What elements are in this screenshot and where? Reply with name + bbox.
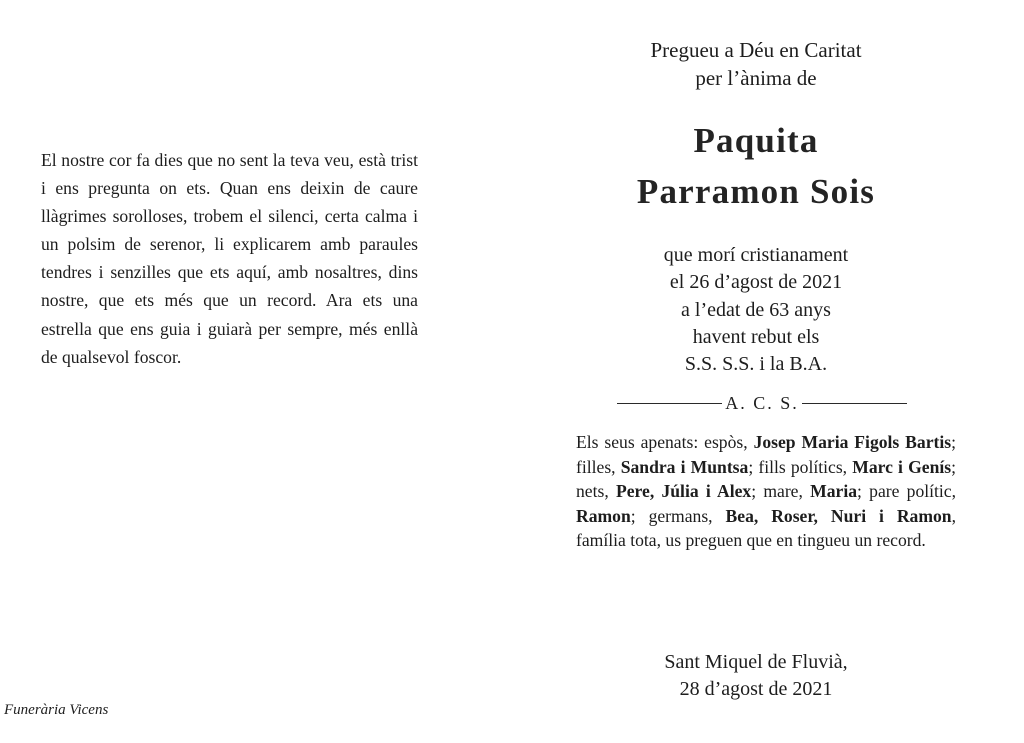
prayer-intro-line: Pregueu a Déu en Caritat — [650, 38, 862, 62]
place: Sant Miquel de Fluvià, — [664, 651, 848, 673]
date: 28 d’agost de 2021 — [679, 678, 833, 700]
mourners-paragraph — [576, 430, 956, 553]
place-and-date — [570, 649, 942, 703]
mourner-text: ; germans, — [630, 505, 726, 526]
death-details-line: havent rebut els — [692, 325, 820, 348]
prayer-intro — [570, 36, 942, 92]
mourner-text: ; fills polítics, — [748, 456, 853, 477]
prayer-intro-line: per l’ànima de — [695, 66, 817, 90]
mourner-name: Josep Maria Figols Bartis — [753, 432, 952, 452]
mourner-text: ; pare polític, — [857, 481, 957, 501]
mourner-text: ; filles, — [576, 432, 957, 477]
mourner-text: ; mare, — [751, 481, 811, 501]
mourner-text: ; nets, — [576, 456, 956, 501]
death-details — [570, 242, 942, 378]
mourner-name: Maria — [810, 481, 858, 501]
divider-rule — [617, 403, 722, 404]
acs-divider — [617, 393, 907, 414]
mourner-name: Marc i Genís — [852, 456, 952, 477]
death-details-line: que morí cristianament — [663, 244, 849, 266]
mourner-name: Pere, Júlia i Alex — [615, 481, 752, 501]
deceased-first-name: Paquita — [693, 121, 819, 160]
mourner-text: Els seus apenats: espòs, — [576, 432, 754, 452]
death-details-line: S.S. S.S. i la B.A. — [684, 353, 828, 376]
divider-rule — [802, 403, 907, 404]
death-details-line: a l’edat de 63 anys — [681, 298, 831, 321]
mourner-text: , família tota, us preguen que en tingueu un record. — [576, 505, 957, 550]
mourner-name: Sandra i Muntsa — [620, 456, 749, 477]
acs-text: A. C. S. — [725, 393, 799, 413]
memorial-poem: El nostre cor fa dies que no sent la teva veu, està trist i ens pregunta on ets. Quan ens deixin de caure llàgrimes sorolloses, trobem el silenci, certa calma i un polsim de serenor, li explicarem amb paraules tendres i senzilles que ets aquí, amb nosaltres, dins nostre, que ets més que un record. Ara ets una estrella que ens guia i guiarà per sempre, més enllà de qualsevol foscor. — [41, 150, 418, 367]
mourner-name: Bea, Roser, Nuri i Ramon — [725, 505, 952, 526]
mourner-name: Ramon — [576, 505, 631, 526]
deceased-name — [570, 115, 942, 217]
deceased-surnames: Parramon Sois — [636, 172, 876, 211]
death-details-line: el 26 d’agost de 2021 — [669, 271, 843, 294]
funeral-home-credit: Funerària Vicens — [4, 702, 109, 718]
